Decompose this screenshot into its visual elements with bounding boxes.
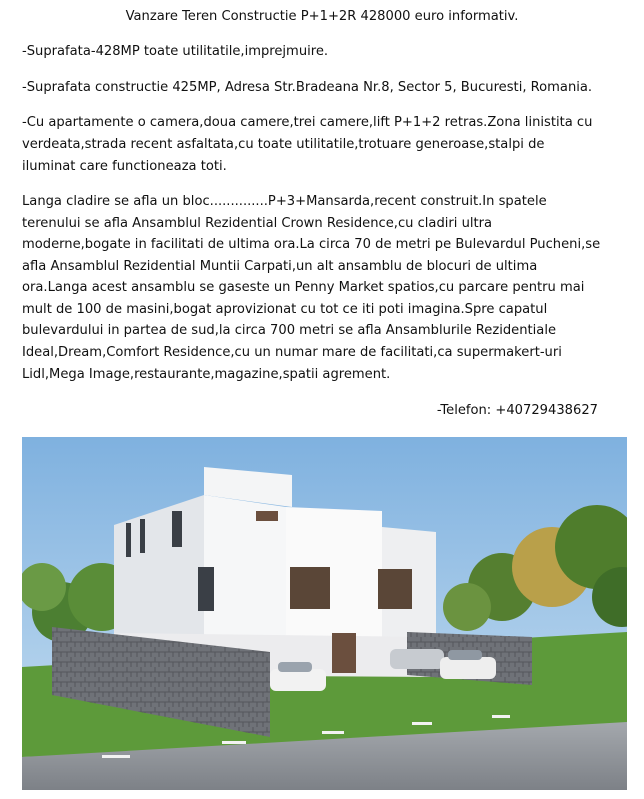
paragraph-line: moderne,bogate in facilitati de ultima ora.La circa 70 de metri pe Bulevardul Pucheni,se <box>22 237 601 252</box>
paragraph-line: -Cu apartamente o camera,doua camere,trei camere,lift P+1+2 retras.Zona linistita cu <box>22 115 593 130</box>
paragraph-line: ora.Langa acest ansamblu se gaseste un Penny Market spatios,cu parcare pentru mai <box>22 280 585 295</box>
paragraph-line: terenului se afla Ansamblul Rezidential Crown Residence,cu cladiri ultra <box>22 216 493 231</box>
land-area-line: -Suprafata-428MP toate utilitatile,imprejmuire. <box>22 44 329 59</box>
address-line: -Suprafata constructie 425MP, Adresa Str.Bradeana Nr.8, Sector 5, Bucuresti, Romania. <box>22 80 593 95</box>
document-title: Vanzare Teren Constructie P+1+2R 428000 euro informativ. <box>125 9 519 24</box>
paragraph-line: Lidl,Mega Image,restaurante,magazine,spatii agrement. <box>22 367 391 382</box>
building-render-image <box>22 437 627 790</box>
paragraph-line: afla Ansamblul Rezidential Muntii Carpati,un alt ansamblu de blocuri de ultima <box>22 259 538 274</box>
paragraph-line: Langa cladire se afla un bloc..............P+3+Mansarda,recent construit.In spatele <box>22 194 547 209</box>
paragraph-line: mult de 100 de masini,bogat aprovizionat cu tot ce iti poti imagina.Spre capatul <box>22 302 548 317</box>
paragraph-line: iluminat care functioneaza toti. <box>22 159 227 174</box>
paragraph-line: Ideal,Dream,Comfort Residence,cu un numar mare de facilitati,ca supermakert-uri <box>22 345 562 360</box>
phone-line: -Telefon: +40729438627 <box>436 403 598 418</box>
paragraph-line: bulevardului in partea de sud,la circa 700 metri se afla Ansamblurile Rezidentiale <box>22 323 557 338</box>
paragraph-line: verdeata,strada recent asfaltata,cu toate utilitatile,trotuare generoase,stalpi de <box>22 137 545 152</box>
